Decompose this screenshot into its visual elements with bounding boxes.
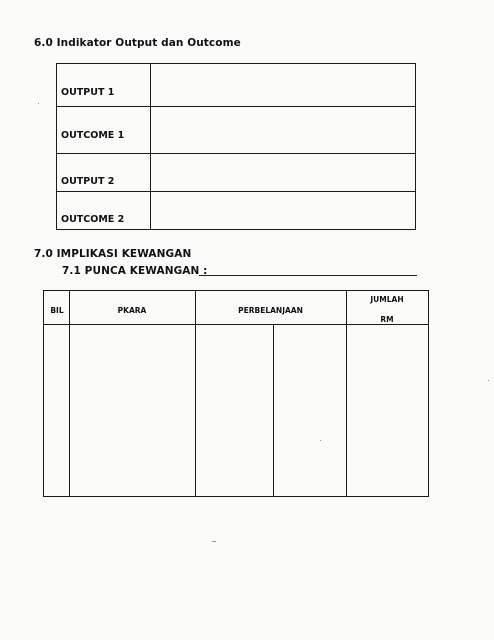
section-6-heading: 6.0 Indikator Output dan Outcome [34, 37, 241, 49]
punca-kewangan-field[interactable] [199, 275, 417, 276]
column-divider [195, 291, 196, 496]
scan-speck [38, 103, 39, 104]
section-7-heading: 7.0 IMPLIKASI KEWANGAN [34, 248, 192, 260]
table-row-output-2 [57, 154, 415, 192]
scan-speck [212, 541, 216, 542]
row-label-outcome-1: OUTCOME 1 [61, 130, 125, 141]
output-outcome-table [56, 63, 416, 230]
expense-table [43, 290, 429, 497]
header-pkara: PKARA [117, 306, 147, 315]
row-label-output-2: OUTPUT 2 [61, 176, 115, 187]
row-value-outcome-1[interactable] [157, 107, 415, 153]
header-rm: RM [380, 315, 394, 324]
cell-bil[interactable] [44, 326, 68, 496]
row-value-output-1[interactable] [157, 64, 415, 106]
row-value-output-2[interactable] [157, 154, 415, 191]
row-label-outcome-2: OUTCOME 2 [61, 214, 125, 225]
row-label-output-1: OUTPUT 1 [61, 87, 115, 98]
column-divider [273, 324, 274, 496]
table-row-outcome-1 [57, 107, 415, 154]
column-divider [150, 64, 151, 106]
cell-perbelanjaan-1[interactable] [197, 326, 272, 496]
cell-pkara[interactable] [71, 326, 194, 496]
cell-perbelanjaan-2[interactable] [275, 326, 345, 496]
scan-speck [488, 380, 489, 381]
column-divider [69, 291, 70, 496]
header-bil: BIL [50, 306, 64, 315]
header-separator [44, 324, 428, 325]
column-divider [346, 291, 347, 496]
row-value-outcome-2[interactable] [157, 192, 415, 229]
table-row-output-1 [57, 64, 415, 107]
column-divider [150, 107, 151, 153]
table-row-outcome-2 [57, 192, 415, 229]
header-jumlah: JUMLAH [370, 295, 404, 304]
scan-speck [320, 440, 321, 441]
header-perbelanjaan: PERBELANJAAN [238, 306, 303, 315]
cell-jumlah[interactable] [348, 326, 428, 496]
column-divider [150, 192, 151, 229]
section-7-1-heading: 7.1 PUNCA KEWANGAN : [62, 265, 208, 277]
column-divider [150, 154, 151, 191]
